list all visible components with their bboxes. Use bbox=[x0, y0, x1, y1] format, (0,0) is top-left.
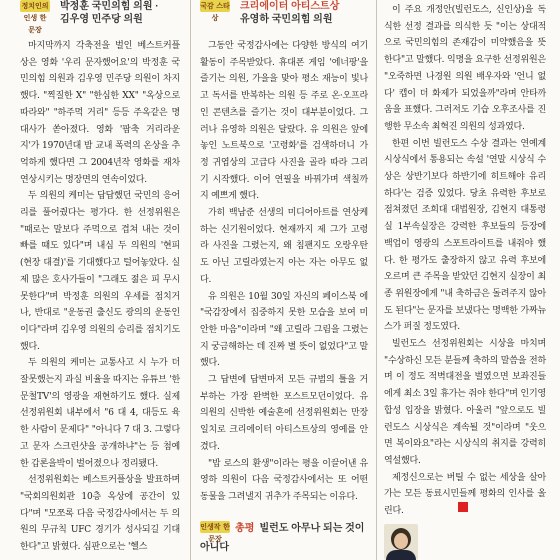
paragraph: 그동안 국정감사에는 다양한 방식의 여기활동이 주목받았다. 휴대폰 게임 '에너팡'을 즐기는 의원, 가을을 맞아 평소 재능이 빛나고 독서를 반복하는 의원 등 주로 온·오프라인 콘텐츠를 즐기는 것이 대부분이었다. 그러나 유영하 의원은 달랐다. 유 의원은 앞에 놓인 노트북으로 '고령화'를 검색하더니 가정 귀엽상의 고급다 사진을 골라 따라 그리기 시작했다. 이어 연필을 바꿔가며 색칠까지 예쁘게 했다. bbox=[200, 41, 368, 202]
paragraph: 선정위원회는 베스트커플상을 발표하며 "국회의원회관 10층 옥상에 공간이 있다"며 "모쪼록 다음 국정감사에서는 두 의원의 무규칙 UFC 경기가 성사되길 기대한다"고 밝혔다. 심판으로는 '헬스 bbox=[20, 475, 180, 553]
paragraph: 마지막까지 각축전을 벌인 베스트커플상은 영화 '우리 문자했어요'의 박정훈 국민의힘 의원과 김우영 민주당 의원이 차지했다. "찍질한 X" "한심한 XX" "옥상으로 따라와" "하주먹 거리" 등등 주옥같은 명대사가 쏟아졌다. 영화 '팝축 거리라운지'가 1970년대 밤 교내 폭력의 온상을 추억하게 했다면 그 2004년작 영화를 재차 연상시키는 명장면의 연속이었다. bbox=[20, 41, 180, 185]
section-tag: 국감 스타상 bbox=[200, 2, 230, 22]
summary-title: 빌런도 아무나 되는 것이 아니다 bbox=[200, 523, 365, 553]
article-body bbox=[384, 0, 546, 520]
article-header bbox=[20, 0, 180, 38]
paragraph: 제정신으로는 버틸 수 없는 세상을 살아가는 모든 동료시민들께 평화의 인사를 올린다. bbox=[384, 472, 546, 517]
byline: 박정훈 국민의힘 의원 · 김우영 민주당 의원 bbox=[60, 1, 159, 25]
column-divider bbox=[190, 0, 191, 560]
paragraph: 이 주요 개정안(빌런도스, 신인상)을 독식한 선정 결과를 의식한 듯 "이는 상대적으로 국민의힘의 존재감이 미약했음을 뜻한다"고 말했다. 익명을 요구한 선정위원은 "오죽하면 나경원 의원 배우자와 '언니 없다' 캡이 더 화제가 되었을까"라며 안타까움을 표했다. 그러저도 기습 오후조사를 진행한 무소속 최혁진 의원의 성과였다. bbox=[384, 5, 546, 132]
seal-mark bbox=[458, 502, 468, 512]
paragraph: 한편 이번 빌런도스 수상 결과는 연예계 시상식에서 통용되는 속설 '연말 시상식 수상은 상반기보다 하반기에 히트해야 유리하다'는 검증 있었다. 당초 유력한 후보로 점쳐졌던 조희대 대법원장, 김현지 대통령실 1부속실장은 강력한 후보들의 등장에 백업이 영광의 스포트라이트를 내줘야 했다. 한 평가도 출장하지 않고 유력 후보에 오르며 큰 주목을 받았던 김현지 실장이 최종 위원장에게 "내 축하금은 돌려주지 않아도 된다"는 문자를 보냈다는 명백한 가짜뉴스가 퍼질 정도였다. bbox=[384, 138, 546, 333]
paragraph: 두 의원의 케미는 교통사고 시 누가 더 잘못했는지 과실 비율을 따지는 유튜브 '한문철TV'의 영광을 재현하기도 했다. 실제 선정위원회 내부에서 "6 대 4, 대등도 육한 사람이 문제다" "아니다 7 대 3. 그렇다고 문자 스크린샷을 공개하냐"는 등 첨예한 갑론을박이 벌어졌으나 정리됐다. bbox=[20, 358, 180, 469]
author-avatar bbox=[384, 524, 418, 560]
summary-label: 총평 bbox=[235, 523, 255, 534]
paragraph: 두 의원의 케미는 답답했던 국민의 응어리를 풀어줬다는 평가다. 한 선정위원은 "때로는 말보다 주먹으로 겹쳐 내는 것이 빠를 때도 있다"며 내심 두 의원의 '현피(현장 대결)'를 기대했다고 털어놓았다. 실제 많은 호사가들이 "그래도 젊은 피 무시 못한다"며 박정훈 의원의 우세를 점치거나, 반대로 "운동권 출신도 광의의 운동인이다"라며 김우영 의원의 승리를 점치기도 했다. bbox=[20, 191, 180, 352]
summary-header bbox=[200, 516, 368, 554]
column-3 bbox=[384, 0, 546, 560]
paragraph: 가히 백남준 선생의 미디어아트를 연상케 하는 신기원이었다. 현재까지 제 그가 고령라 사진을 그렸는지, 왜 침팬지도 오랑우탄도 아닌 고릴라였는지 아는 자는 아무도 없다. bbox=[200, 208, 368, 285]
section-tag: 정치인의 인생 한 문장 bbox=[21, 2, 49, 34]
paragraph: "밥 로스의 환생"이라는 평을 이끌어낸 유영하 의원이 다음 국정감사에서는 또 어떤 동물을 그려낼지 귀추가 주목되는 이유다. bbox=[200, 458, 368, 502]
byline: 크리에이터 아티스트상 유영하 국민의힘 의원 bbox=[240, 1, 340, 25]
column-divider bbox=[376, 0, 377, 560]
article-body bbox=[200, 38, 368, 506]
article-header bbox=[200, 0, 368, 38]
column-1 bbox=[20, 0, 180, 556]
column-2 bbox=[200, 0, 368, 560]
paragraph: 빌런도스 선정위원회는 시상을 마치며 "수상하신 모든 분들께 축하의 말씀을 전하며 이 정도 적벽대전을 벌였으면 보좌진들에게 최소 3일 휴가는 줘야 한다"며 인기영합성 입장을 밝혔다. 아울러 "앞으로도 빌런도스 시상식은 계속될 것"이라며 "웃으면 복이와요"라는 시상식의 취지를 강력히 역설했다. bbox=[384, 339, 546, 466]
paragraph: 유 의원은 10월 30일 자신의 페이스북 에 "국감장에서 집중하지 못한 모습을 보여 미안한 마음"이라며 "왜 고릴라 그림을 그렸는지 궁금해하는 데 진짜 별 뜻이 없었다"고 말했다. bbox=[200, 291, 368, 369]
paragraph: 그 답변에 답변마저 모든 규범의 틀을 거부하는 가장 완벽한 포스트모던이었다. 유 의원의 신박한 예술혼에 선정위원회는 만장일치로 크리에이터 아티스트상의 영예를 안겼다. bbox=[200, 375, 368, 452]
article-body bbox=[20, 38, 180, 556]
section-tag: 인생작 한 문장 bbox=[200, 522, 230, 543]
